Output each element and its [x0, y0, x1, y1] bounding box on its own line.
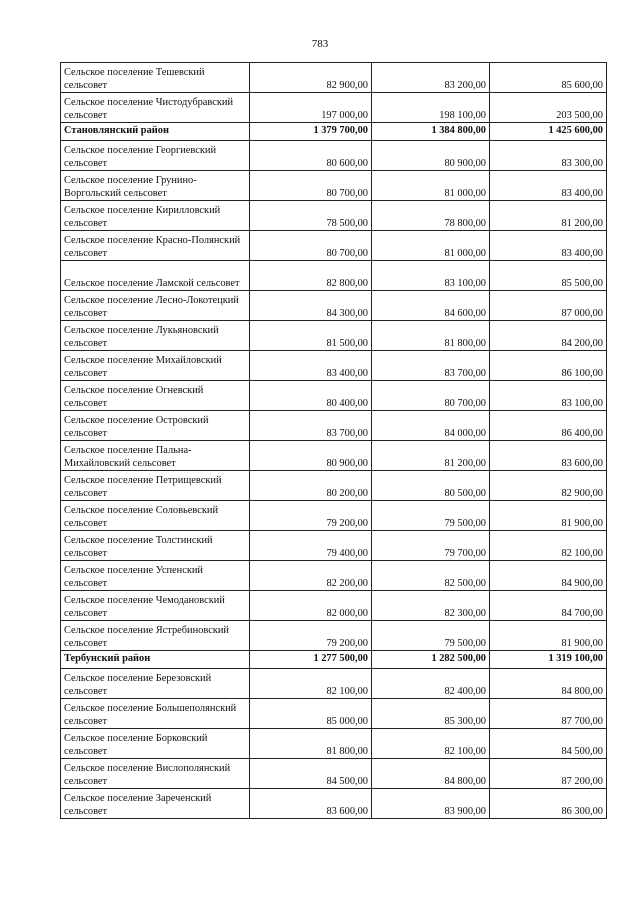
amount-cell-year-2: 198 100,00	[372, 93, 490, 123]
amount-cell-year-3: 83 400,00	[490, 231, 607, 261]
table-row	[61, 471, 607, 501]
amount-cell-year-3: 1 425 600,00	[490, 123, 607, 141]
amount-cell-year-3: 87 200,00	[490, 759, 607, 789]
amount-cell-year-3: 81 900,00	[490, 501, 607, 531]
settlement-name-cell: Сельское поселение Соловьевский сельсовет	[61, 501, 250, 531]
amount-cell-year-3: 86 400,00	[490, 411, 607, 441]
settlement-name-cell: Сельское поселение Зареченский сельсовет	[61, 789, 250, 819]
amount-cell-year-1: 84 500,00	[250, 759, 372, 789]
amount-cell-year-3: 86 100,00	[490, 351, 607, 381]
amount-cell-year-3: 86 300,00	[490, 789, 607, 819]
table-row	[61, 441, 607, 471]
amount-cell-year-1: 79 200,00	[250, 621, 372, 651]
settlement-name-cell: Сельское поселение Успенский сельсовет	[61, 561, 250, 591]
settlement-name-cell: Сельское поселение Петрищевский сельсовет	[61, 471, 250, 501]
page-number: 783	[311, 38, 329, 50]
amount-cell-year-2: 84 800,00	[372, 759, 490, 789]
table-row	[61, 561, 607, 591]
amount-cell-year-3: 85 600,00	[490, 63, 607, 93]
amount-cell-year-2: 81 200,00	[372, 441, 490, 471]
table-row	[61, 591, 607, 621]
table-row	[61, 261, 607, 291]
amount-cell-year-3: 1 319 100,00	[490, 651, 607, 669]
settlement-name-cell: Становлянский район	[61, 123, 250, 141]
table-row	[61, 789, 607, 819]
settlement-name-cell: Сельское поселение Чемодановский сельсовет	[61, 591, 250, 621]
settlement-name-cell: Сельское поселение Лукьяновский сельсовет	[61, 321, 250, 351]
amount-cell-year-3: 81 200,00	[490, 201, 607, 231]
amount-cell-year-2: 83 100,00	[372, 261, 490, 291]
settlement-name-cell: Сельское поселение Островский сельсовет	[61, 411, 250, 441]
settlement-name-cell: Сельское поселение Большеполянский сельсовет	[61, 699, 250, 729]
table-row	[61, 141, 607, 171]
settlement-name-cell: Сельское поселение Огневский сельсовет	[61, 381, 250, 411]
amount-cell-year-3: 84 200,00	[490, 321, 607, 351]
amount-cell-year-3: 83 600,00	[490, 441, 607, 471]
amount-cell-year-2: 80 500,00	[372, 471, 490, 501]
amount-cell-year-1: 80 400,00	[250, 381, 372, 411]
amount-cell-year-1: 82 800,00	[250, 261, 372, 291]
amount-cell-year-3: 84 700,00	[490, 591, 607, 621]
table-row	[61, 351, 607, 381]
settlement-name-cell: Сельское поселение Лесно-Локотецкий сельсовет	[61, 291, 250, 321]
settlement-name-cell: Сельское поселение Толстинский сельсовет	[61, 531, 250, 561]
settlement-name-cell: Тербунский район	[61, 651, 250, 669]
table-row	[61, 699, 607, 729]
amount-cell-year-1: 80 900,00	[250, 441, 372, 471]
amount-cell-year-2: 83 700,00	[372, 351, 490, 381]
amount-cell-year-2: 81 000,00	[372, 231, 490, 261]
settlement-name-cell: Сельское поселение Георгиевский сельсовет	[61, 141, 250, 171]
amount-cell-year-2: 80 900,00	[372, 141, 490, 171]
amount-cell-year-3: 83 100,00	[490, 381, 607, 411]
amount-cell-year-1: 80 700,00	[250, 171, 372, 201]
amount-cell-year-3: 82 900,00	[490, 471, 607, 501]
amount-cell-year-2: 82 400,00	[372, 669, 490, 699]
table-row	[61, 171, 607, 201]
amount-cell-year-2: 1 384 800,00	[372, 123, 490, 141]
settlement-name-cell: Сельское поселение Вислополянский сельсовет	[61, 759, 250, 789]
table-row	[61, 531, 607, 561]
settlement-name-cell: Сельское поселение Борковский сельсовет	[61, 729, 250, 759]
amount-cell-year-3: 87 700,00	[490, 699, 607, 729]
amount-cell-year-3: 84 900,00	[490, 561, 607, 591]
table-row	[61, 729, 607, 759]
amount-cell-year-1: 83 700,00	[250, 411, 372, 441]
table-row	[61, 501, 607, 531]
amount-cell-year-1: 85 000,00	[250, 699, 372, 729]
amount-cell-year-1: 80 600,00	[250, 141, 372, 171]
amount-cell-year-3: 83 400,00	[490, 171, 607, 201]
table-row	[61, 381, 607, 411]
table-row	[61, 93, 607, 123]
table-row	[61, 291, 607, 321]
amount-cell-year-1: 80 200,00	[250, 471, 372, 501]
table-row	[61, 63, 607, 93]
amount-cell-year-2: 84 000,00	[372, 411, 490, 441]
amount-cell-year-2: 82 300,00	[372, 591, 490, 621]
table-row	[61, 321, 607, 351]
amount-cell-year-2: 83 900,00	[372, 789, 490, 819]
amount-cell-year-1: 82 000,00	[250, 591, 372, 621]
amount-cell-year-2: 85 300,00	[372, 699, 490, 729]
settlement-name-cell: Сельское поселение Красно-Полянский сельсовет	[61, 231, 250, 261]
amount-cell-year-2: 81 800,00	[372, 321, 490, 351]
settlement-name-cell: Сельское поселение Кирилловский сельсовет	[61, 201, 250, 231]
table-row	[61, 411, 607, 441]
amount-cell-year-1: 84 300,00	[250, 291, 372, 321]
table-row	[61, 669, 607, 699]
amount-cell-year-2: 78 800,00	[372, 201, 490, 231]
amount-cell-year-1: 1 277 500,00	[250, 651, 372, 669]
settlement-name-cell: Сельское поселение Михайловский сельсовет	[61, 351, 250, 381]
budget-table	[60, 62, 607, 819]
amount-cell-year-3: 87 000,00	[490, 291, 607, 321]
amount-cell-year-3: 84 800,00	[490, 669, 607, 699]
amount-cell-year-2: 83 200,00	[372, 63, 490, 93]
settlement-name-cell: Сельское поселение Березовский сельсовет	[61, 669, 250, 699]
amount-cell-year-2: 84 600,00	[372, 291, 490, 321]
amount-cell-year-1: 83 400,00	[250, 351, 372, 381]
amount-cell-year-1: 81 500,00	[250, 321, 372, 351]
settlement-name-cell: Сельское поселение Ястребиновский сельсовет	[61, 621, 250, 651]
amount-cell-year-2: 79 500,00	[372, 501, 490, 531]
amount-cell-year-1: 78 500,00	[250, 201, 372, 231]
amount-cell-year-3: 203 500,00	[490, 93, 607, 123]
budget-table-body	[61, 63, 607, 819]
amount-cell-year-2: 80 700,00	[372, 381, 490, 411]
settlement-name-cell: Сельское поселение Чистодубравский сельсовет	[61, 93, 250, 123]
settlement-name-cell: Сельское поселение Ламской сельсовет	[61, 261, 250, 291]
amount-cell-year-2: 79 500,00	[372, 621, 490, 651]
table-row	[61, 201, 607, 231]
amount-cell-year-1: 80 700,00	[250, 231, 372, 261]
amount-cell-year-1: 83 600,00	[250, 789, 372, 819]
amount-cell-year-3: 85 500,00	[490, 261, 607, 291]
settlement-name-cell: Сельское поселение Пальна-Михайловский сельсовет	[61, 441, 250, 471]
table-row	[61, 231, 607, 261]
amount-cell-year-1: 82 100,00	[250, 669, 372, 699]
amount-cell-year-1: 1 379 700,00	[250, 123, 372, 141]
amount-cell-year-2: 79 700,00	[372, 531, 490, 561]
amount-cell-year-2: 81 000,00	[372, 171, 490, 201]
settlement-name-cell: Сельское поселение Грунино-Воргольский сельсовет	[61, 171, 250, 201]
amount-cell-year-3: 84 500,00	[490, 729, 607, 759]
amount-cell-year-3: 83 300,00	[490, 141, 607, 171]
settlement-name-cell: Сельское поселение Тешевский сельсовет	[61, 63, 250, 93]
amount-cell-year-2: 1 282 500,00	[372, 651, 490, 669]
amount-cell-year-1: 79 200,00	[250, 501, 372, 531]
amount-cell-year-1: 197 000,00	[250, 93, 372, 123]
amount-cell-year-1: 82 900,00	[250, 63, 372, 93]
amount-cell-year-1: 81 800,00	[250, 729, 372, 759]
amount-cell-year-3: 82 100,00	[490, 531, 607, 561]
amount-cell-year-2: 82 100,00	[372, 729, 490, 759]
district-total-row	[61, 651, 607, 669]
amount-cell-year-1: 82 200,00	[250, 561, 372, 591]
district-total-row	[61, 123, 607, 141]
table-row	[61, 759, 607, 789]
amount-cell-year-1: 79 400,00	[250, 531, 372, 561]
amount-cell-year-3: 81 900,00	[490, 621, 607, 651]
amount-cell-year-2: 82 500,00	[372, 561, 490, 591]
table-row	[61, 621, 607, 651]
